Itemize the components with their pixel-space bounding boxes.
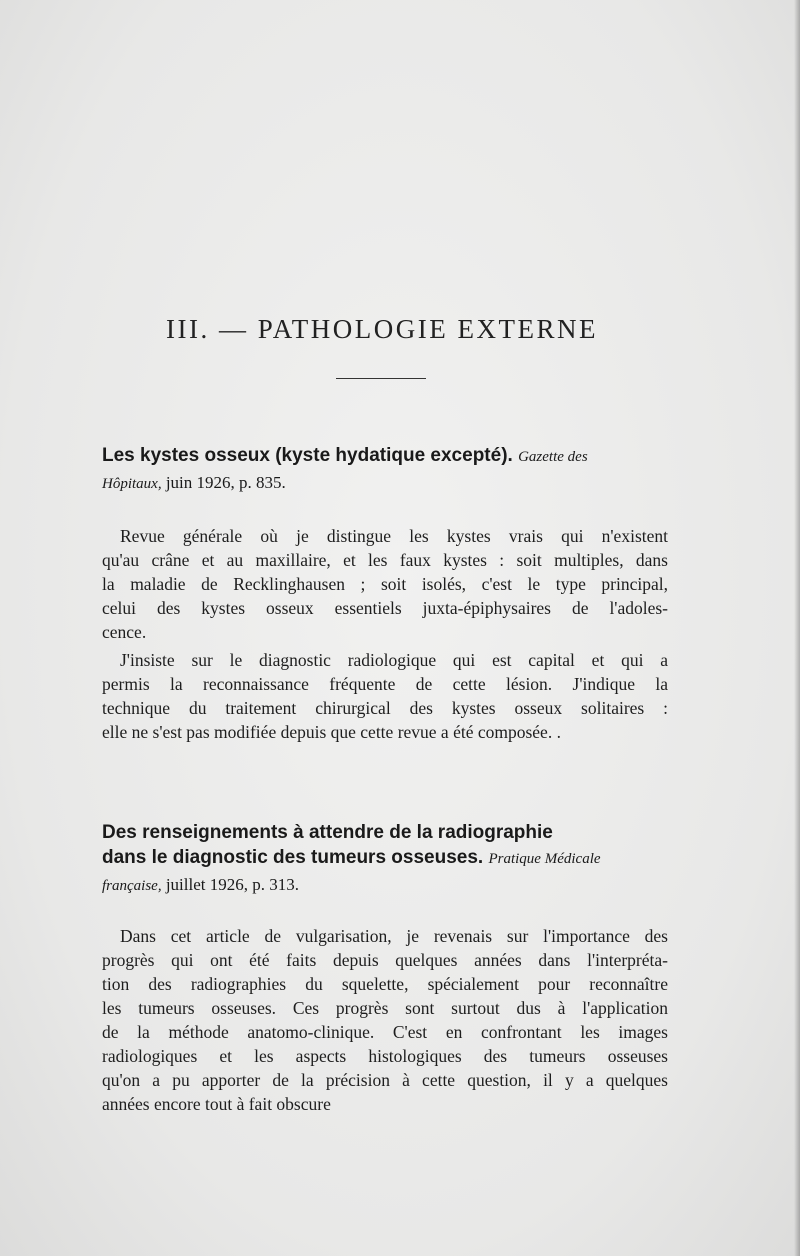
entry-2-source-date: juillet 1926, p. 313.	[165, 875, 299, 894]
entry-2-journal-part-2: française,	[102, 878, 162, 894]
entry-2-heading-block	[102, 820, 682, 899]
text-line: années encore tout à fait obscure	[102, 1094, 331, 1114]
text-line: Revue générale où je distingue les kystes vrais qui n'existent	[120, 526, 668, 546]
text-line: Dans cet article de vulgarisation, je revenais sur l'importance des	[120, 926, 668, 946]
entry-2-paragraph-1	[102, 924, 668, 1116]
entry-1-journal-part-1: Gazette des	[518, 449, 588, 465]
entry-2-journal-part-1: Pratique Médicale	[488, 851, 601, 867]
text-line: tion des radiographies du squelette, spécialement pour reconnaître	[102, 974, 668, 994]
text-line: permis la reconnaissance fréquente de cette lésion. J'indique la	[102, 674, 668, 694]
page-edge-shadow	[794, 0, 800, 1256]
entry-1-paragraph-1	[102, 524, 668, 644]
text-line: cence.	[102, 622, 147, 642]
entry-1-heading: Les kystes osseux (kyste hydatique excepté).	[102, 445, 513, 466]
entry-1-heading-block	[102, 443, 662, 497]
entry-2-heading-line-2: dans le diagnostic des tumeurs osseuses.	[102, 847, 484, 868]
text-line: de la méthode anatomo-clinique. C'est en confrontant les images	[102, 1022, 668, 1042]
text-line: qu'au crâne et au maxillaire, et les faux kystes : soit multiples, dans	[102, 550, 668, 570]
entry-1-journal-part-2: Hôpitaux,	[102, 476, 162, 492]
text-line: elle ne s'est pas modifiée depuis que cette revue a été composée. .	[102, 722, 561, 742]
title-divider	[336, 378, 426, 379]
text-line: les tumeurs osseuses. Ces progrès sont surtout dus à l'application	[102, 998, 668, 1018]
text-line: la maladie de Recklinghausen ; soit isolés, c'est le type principal,	[102, 574, 668, 594]
text-line: qu'on a pu apporter de la précision à cette question, il y a quelques	[102, 1070, 668, 1090]
entry-1-paragraph-2	[102, 648, 668, 744]
text-line: celui des kystes osseux essentiels juxta-épiphysaires de l'adoles-	[102, 598, 668, 618]
text-line: progrès qui ont été faits depuis quelques années dans l'interpréta-	[102, 950, 668, 970]
section-title: III. — PATHOLOGIE EXTERNE	[166, 314, 598, 344]
text-line: radiologiques et les aspects histologiques des tumeurs osseuses	[102, 1046, 668, 1066]
entry-2-heading-line-1: Des renseignements à attendre de la radiographie	[102, 822, 553, 843]
entry-1-source-date: juin 1926, p. 835.	[165, 473, 286, 492]
text-line: technique du traitement chirurgical des kystes osseux solitaires :	[102, 698, 668, 718]
text-line: J'insiste sur le diagnostic radiologique qui est capital et qui a	[120, 650, 668, 670]
